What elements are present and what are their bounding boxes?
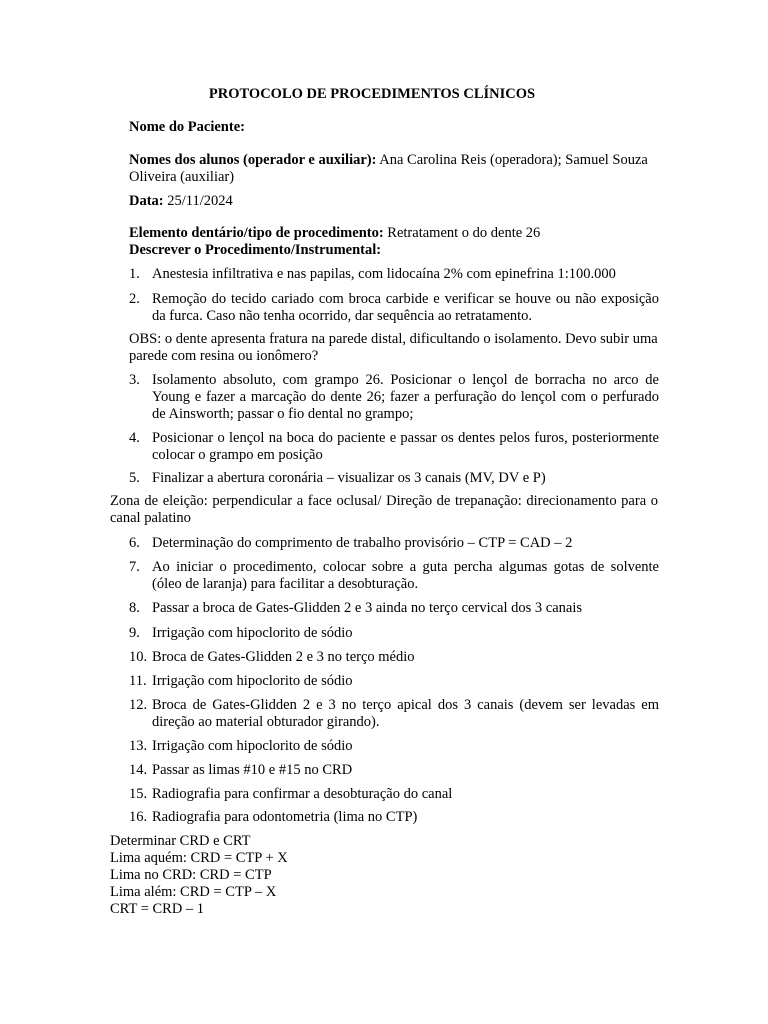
list-item-number: 10. [129, 649, 148, 665]
page-title: PROTOCOLO DE PROCEDIMENTOS CLÍNICOS [208, 86, 536, 102]
list-item-text: Broca de Gates-Glidden 2 e 3 no terço apical dos 3 canais (devem ser levadas em direção ao material obturador girando). [152, 697, 659, 730]
list-item-text: Finalizar a abertura coronária – visualizar os 3 canais (MV, DV e P) [152, 470, 546, 486]
list-item-number: 2. [129, 291, 140, 307]
list-item-number: 13. [129, 738, 148, 754]
list-item-text: Anestesia infiltrativa e nas papilas, com lidocaína 2% com epinefrina 1:100.000 [152, 266, 616, 282]
list-item-text: Passar as limas #10 e #15 no CRD [152, 762, 353, 778]
list-item-text: Remoção do tecido cariado com broca carbide e verificar se houve ou não exposição da furca. Caso não tenha ocorrido, dar sequência ao retratamento. [152, 291, 659, 324]
procedure-element-field [129, 225, 659, 242]
list-item-number: 7. [129, 559, 140, 575]
students-label: Nomes dos alunos (operador e auxiliar): [129, 152, 377, 168]
formula-line: Determinar CRD e CRT [110, 833, 251, 849]
list-item-text: Determinação do comprimento de trabalho provisório – CTP = CAD – 2 [152, 535, 573, 551]
list-item [129, 697, 659, 731]
formula-line: Lima além: CRD = CTP – X [110, 884, 277, 900]
list-item-number: 9. [129, 625, 140, 641]
list-item [129, 535, 659, 552]
list-item [129, 738, 659, 755]
list-item [129, 762, 659, 779]
list-item-text: Passar a broca de Gates-Glidden 2 e 3 ainda no terço cervical dos 3 canais [152, 600, 582, 616]
formula-line: Lima aquém: CRD = CTP + X [110, 850, 288, 866]
date-value: 25/11/2024 [163, 193, 233, 209]
list-item [129, 372, 659, 423]
list-item-text: Isolamento absoluto, com grampo 26. Posicionar o lençol de borracha no arco de Young e fazer a marcação do dente 26; fazer a perfuração do lençol com o perfurado de Ainsworth; passar o fio dental no grampo; [152, 372, 659, 422]
describe-procedure-heading [129, 242, 659, 259]
patient-name-label: Nome do Paciente: [129, 119, 245, 135]
list-item-number: 8. [129, 600, 140, 616]
students-value: Ana Carolina Reis (operadora); Samuel Souza Oliveira (auxiliar) [129, 152, 648, 185]
list-item [129, 291, 659, 325]
list-item-text: Ao iniciar o procedimento, colocar sobre a guta percha algumas gotas de solvente (óleo de laranja) para facilitar a desobturação. [152, 559, 659, 592]
procedure-element-value: Retratament o do dente 26 [383, 225, 541, 241]
list-item [129, 786, 659, 803]
list-item-number: 14. [129, 762, 148, 778]
list-item-number: 11. [129, 673, 147, 689]
date-label: Data: [129, 193, 164, 209]
list-item [129, 470, 659, 487]
date-field [129, 193, 659, 210]
students-field [129, 152, 659, 186]
observation-note: OBS: o dente apresenta fratura na parede distal, dificultando o isolamento. Devo subir uma parede com resina ou ionômero? [129, 331, 658, 364]
list-item [129, 625, 659, 642]
list-item [129, 649, 659, 666]
formula-line: Lima no CRD: CRD = CTP [110, 867, 272, 883]
list-item-number: 1. [129, 266, 140, 282]
list-item-text: Radiografia para odontometria (lima no CTP) [152, 809, 418, 825]
list-item-number: 12. [129, 697, 148, 713]
list-item [129, 430, 659, 464]
crd-crt-formulas [110, 833, 510, 918]
patient-name-field [129, 119, 659, 136]
formula-line: CRT = CRD – 1 [110, 901, 205, 917]
list-item-text: Irrigação com hipoclorito de sódio [152, 625, 353, 641]
list-item-number: 15. [129, 786, 148, 802]
list-item [129, 559, 659, 593]
list-item-number: 3. [129, 372, 140, 388]
describe-procedure-label: Descrever o Procedimento/Instrumental: [129, 242, 382, 258]
list-item [129, 600, 659, 617]
list-item [129, 673, 659, 690]
eruption-zone-note: Zona de eleição: perpendicular a face oclusal/ Direção de trepanação: direcionamento para o canal palatino [110, 493, 658, 526]
list-item-number: 4. [129, 430, 140, 446]
list-item-number: 6. [129, 535, 140, 551]
list-item-number: 16. [129, 809, 148, 825]
list-item-text: Posicionar o lençol na boca do paciente e passar os dentes pelos furos, posteriormente colocar o grampo em posição [152, 430, 659, 463]
list-item-text: Irrigação com hipoclorito de sódio [152, 673, 353, 689]
list-item-number: 5. [129, 470, 140, 486]
list-item-text: Broca de Gates-Glidden 2 e 3 no terço médio [152, 649, 415, 665]
procedure-element-label: Elemento dentário/tipo de procedimento: [129, 225, 384, 241]
list-item-text: Irrigação com hipoclorito de sódio [152, 738, 353, 754]
list-item [129, 266, 659, 283]
list-item-text: Radiografia para confirmar a desobturação do canal [152, 786, 453, 802]
list-item [129, 809, 659, 826]
